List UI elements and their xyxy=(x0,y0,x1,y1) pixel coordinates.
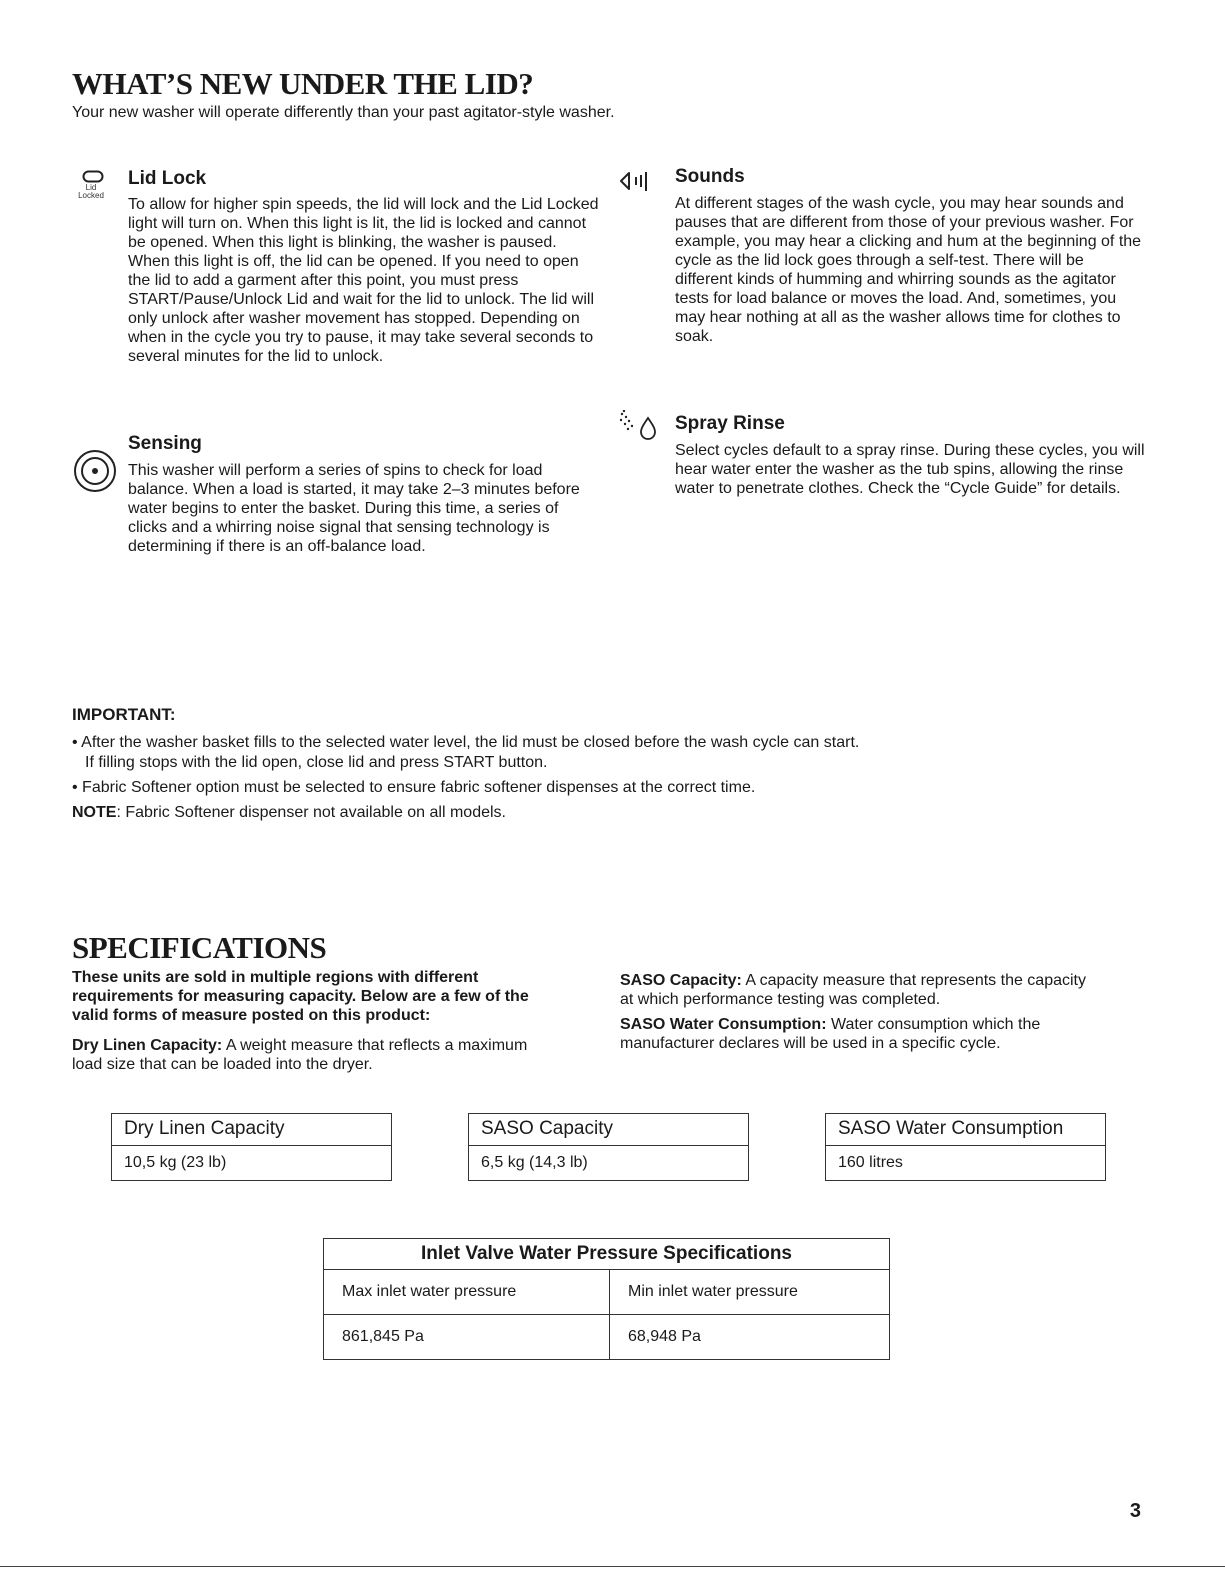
note-text: : Fabric Softener dispenser not available on all models. xyxy=(116,804,506,821)
sensing-icon xyxy=(72,448,118,499)
saso-water-consumption-header: SASO Water Consumption xyxy=(826,1114,1105,1146)
specifications-lead: These units are sold in multiple regions with different requirements for measuring capacity. Below are a few of the valid forms of measure posted on this product: xyxy=(72,969,529,1024)
saso-capacity-header: SASO Capacity xyxy=(469,1114,748,1146)
saso-capacity-value: 6,5 kg (14,3 lb) xyxy=(481,1154,588,1171)
lid-lock-title: Lid Lock xyxy=(128,168,207,189)
sensing-title: Sensing xyxy=(128,433,202,454)
speaker-icon xyxy=(618,168,662,199)
important-bullet-2: • Fabric Softener option must be selected to ensure fabric softener dispenses at the correct time. xyxy=(72,779,756,796)
inlet-valve-table xyxy=(323,1238,890,1360)
important-bullet-1-continuation: If filling stops with the lid open, close lid and press START button. xyxy=(85,754,548,771)
note-line xyxy=(72,802,506,823)
sensing-body: This washer will perform a series of spins to check for load balance. When a load is started, it may take 2–3 minutes before water begins to enter the basket. During this time, a series of clicks and a whirring noise signal that sensing technology is determining if there is an off-balance load. xyxy=(128,462,580,555)
dry-linen-capacity-value: 10,5 kg (23 lb) xyxy=(124,1154,227,1171)
saso-water-consumption-value: 160 litres xyxy=(838,1154,903,1171)
spray-rinse-icon xyxy=(618,410,662,445)
saso-water-consumption-box xyxy=(825,1113,1106,1181)
dry-linen-capacity-header: Dry Linen Capacity xyxy=(112,1114,391,1146)
saso-capacity-definition xyxy=(620,971,1100,1009)
important-title: IMPORTANT: xyxy=(72,705,176,724)
intro-text: Your new washer will operate differently than your past agitator-style washer. xyxy=(72,104,615,121)
important-bullet-1: • After the washer basket fills to the selected water level, the lid must be closed before the wash cycle can start. xyxy=(72,734,860,751)
dry-linen-label: Dry Linen Capacity: xyxy=(72,1037,223,1054)
sounds-title: Sounds xyxy=(675,166,745,187)
spray-rinse-title: Spray Rinse xyxy=(675,413,785,434)
max-inlet-pressure-label: Max inlet water pressure xyxy=(324,1270,610,1315)
saso-capacity-text: A capacity measure that represents the capacity at which performance testing was completed. xyxy=(620,972,1086,1008)
dry-linen-text: A weight measure that reflects a maximum load size that can be loaded into the dryer. xyxy=(72,1037,528,1073)
min-inlet-pressure-value: 68,948 Pa xyxy=(610,1315,890,1360)
note-label: NOTE xyxy=(72,804,117,821)
dry-linen-definition xyxy=(72,1036,532,1074)
saso-water-text: Water consumption which the manufacturer declares will be used in a specific cycle. xyxy=(620,1016,1041,1052)
spray-rinse-body: Select cycles default to a spray rinse. During these cycles, you will hear water enter the washer as the tub spins, allowing the rinse water to penetrate clothes. Check the “Cycle Guide” for details. xyxy=(675,442,1145,497)
sounds-body: At different stages of the wash cycle, you may hear sounds and pauses that are different from those of your previous washer. For example, you may hear a clicking and hum at the beginning of the cycle as the lid lock goes through a self-test. There will be different kinds of humming and whirring sounds as the agitator tests for load balance or moves the load. And, sometimes, you may hear nothing at all as the washer allows time for clothes to soak. xyxy=(675,195,1142,345)
max-inlet-pressure-value: 861,845 Pa xyxy=(324,1315,610,1360)
lid-locked-icon xyxy=(72,170,118,200)
min-inlet-pressure-label: Min inlet water pressure xyxy=(610,1270,890,1315)
saso-water-definition xyxy=(620,1015,1120,1053)
lid-lock-body: To allow for higher spin speeds, the lid will lock and the Lid Locked light will turn on. When this light is lit, the lid is locked and cannot be opened. When this light is blinking, the washer is paused. When this light is off, the lid can be opened. If you need to open the lid to add a garment after this point, you must press START/Pause/Unlock Lid and wait for the lid to unlock. The lid will only unlock after washer movement has stopped. Depending on when in the cycle you try to pause, it may take several seconds to several minutes for the lid to unlock. xyxy=(128,196,599,365)
dry-linen-capacity-box xyxy=(111,1113,392,1181)
page-number: 3 xyxy=(1129,1500,1141,1522)
page-title: WHAT’S NEW UNDER THE LID? xyxy=(72,66,534,101)
bottom-rule xyxy=(0,1566,1225,1567)
saso-capacity-box xyxy=(468,1113,749,1181)
specifications-title: SPECIFICATIONS xyxy=(72,930,327,965)
lid-locked-icon-label: Lid Locked xyxy=(78,183,104,200)
saso-water-label: SASO Water Consumption: xyxy=(620,1016,827,1033)
saso-capacity-label: SASO Capacity: xyxy=(620,972,742,989)
inlet-valve-table-title: Inlet Valve Water Pressure Specifications xyxy=(324,1239,890,1270)
